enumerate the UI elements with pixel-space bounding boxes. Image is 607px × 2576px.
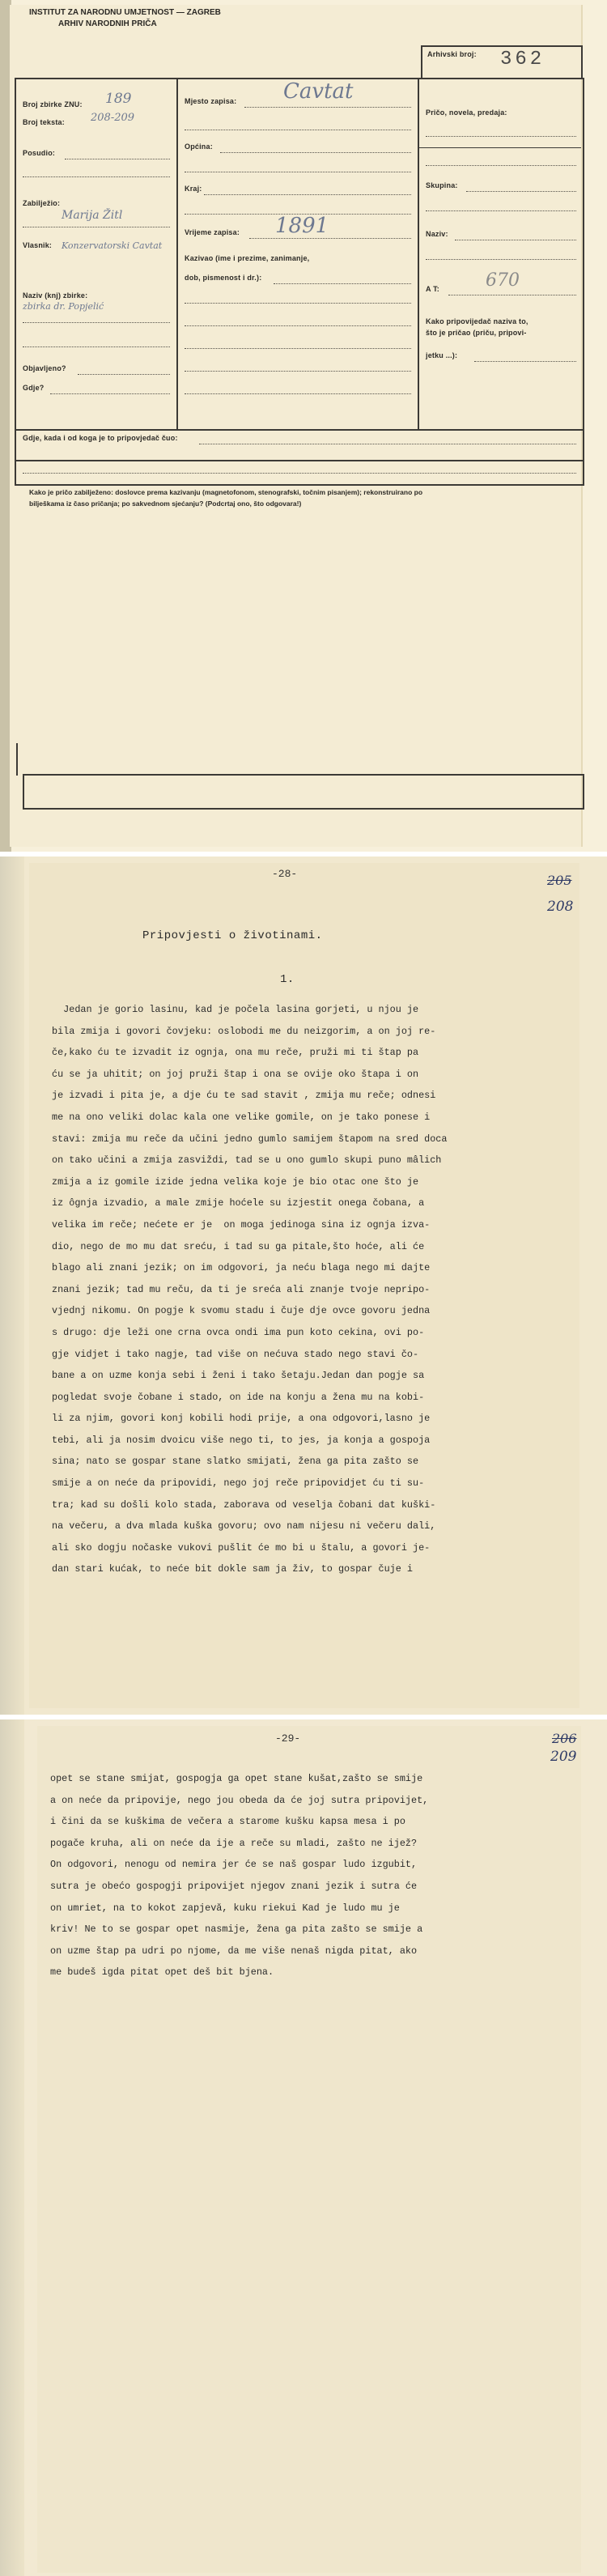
- typed-page-28: [0, 857, 607, 1715]
- recording-note-1: Kako je pričo zabilježeno: doslovce prema kazivanju (magnetofonom, stenografski, točnim pisanjem); rekonstruirano po: [29, 488, 423, 496]
- page-number: -28-: [272, 868, 298, 880]
- how-label-3: jetku ...):: [426, 351, 458, 359]
- text-line: je izvadi i pita je, a dje ću te sad stavit , zmija mu reče; odnesi: [52, 1090, 436, 1102]
- text-line: dio, nego de mo mu dat sreću, i tad su ga pitale,što hoće, ali će: [52, 1240, 425, 1252]
- page-edge: [0, 857, 24, 1715]
- archive-number-box: [421, 45, 583, 79]
- owner-label: Vlasnik:: [23, 241, 53, 249]
- text-line: bane a on uzme konja sebi i ženi i tako šetaju.Jedan dan pogje sa: [52, 1370, 425, 1382]
- text-line: smije a on neće da pripovidi, nego joj reče pripovidjet ću ti su-: [52, 1477, 425, 1490]
- old-folio-stamp: 205: [547, 873, 572, 888]
- text-line: tra; kad su došli kolo stada, zaborava od veselja čobani dat kuški-: [52, 1498, 436, 1511]
- story-title: Pripovjesti o životinami.: [142, 929, 323, 942]
- text-line: on tako učini a zmija zasviždi, tad se u ono gumlo skupi puno mâlich: [52, 1154, 442, 1167]
- form-page: [0, 0, 607, 852]
- zabiljezio-label: Zabilježio:: [23, 199, 61, 207]
- group-label: Skupina:: [426, 181, 458, 189]
- archive-number-value: 362: [500, 49, 545, 70]
- story-continuation-text: [50, 1768, 428, 1983]
- how-label-1: Kako pripovijedač naziva to,: [426, 317, 528, 325]
- record-time-label: Vrijeme zapisa:: [185, 228, 240, 236]
- how-label-2: što je pričao (priču, pripovi-: [426, 329, 527, 337]
- text-line: znani jezik; tad mu reču, da ti je sreća ali znanje tvoje nepripo-: [52, 1283, 431, 1295]
- story-type-label: Pričo, novela, predaja:: [426, 108, 507, 117]
- folio-stamp: 208: [547, 899, 574, 915]
- text-line: Jedan je gorio lasinu, kad je počela lasina gorjeti, u njou je: [52, 1004, 419, 1015]
- at-label: A T:: [426, 285, 439, 293]
- narrator-label-2: dob, pismenost i dr.):: [185, 274, 262, 282]
- text-line: bila zmija i govori čovjeku: oslobodi me du neizgorim, a on joj re-: [52, 1025, 436, 1037]
- page-number: -29-: [275, 1732, 301, 1745]
- text-line: opet se stane smijat, gospogja ga opet stane kušat,zašto se smije: [50, 1773, 423, 1784]
- story-text: [52, 999, 447, 1580]
- text-line: me na ono veliki dolac kala one velike gomile, on je tako ponese i: [52, 1111, 431, 1123]
- institute-title: INSTITUT ZA NARODNU UMJETNOST — ZAGREB: [29, 8, 221, 17]
- folio-stamp: 209: [550, 1749, 577, 1765]
- text-line: stavi: zmija mu reče da učini jedno gumlo samijem štapom na sred doca: [52, 1133, 448, 1145]
- text-line: tebi, ali ja nosim dvoicu više nego ti, to jes, ja konja a gospoja: [52, 1434, 431, 1446]
- posudio-label: Posudio:: [23, 149, 56, 157]
- text-line: me budeš igda pitat opet deš bit bjena.: [50, 1966, 274, 1979]
- text-line: sina; nato se gospar stane slatko smijati, žena ga pita zašto se: [52, 1456, 419, 1468]
- text-line: ali sko dogju nočaske vukovi pušlit će mo bi u štalu, a govori je-: [52, 1541, 431, 1554]
- text-line: pogledat svoje čobane i stado, on ide na konju a žena mu na kobi-: [52, 1391, 425, 1403]
- text-number-label: Broj teksta:: [23, 118, 65, 126]
- old-folio-stamp: 206: [552, 1731, 577, 1746]
- municipality-label: Općina:: [185, 142, 213, 151]
- place-label: Mjesto zapisa:: [185, 97, 237, 105]
- text-line: gje vidjet i tako nagje, tad više on nećuva stado nego stavi čo-: [52, 1348, 419, 1360]
- source-row-2: [15, 460, 584, 486]
- source-row: [15, 427, 584, 461]
- section-number: 1.: [280, 973, 295, 986]
- text-line: On odgovori, nenogu od nemira jer će se naš gospar ludo izgubit,: [50, 1859, 418, 1871]
- text-line: vjednj nikomu. On pogje k svomu stadu i čuje dje ovce govoru jedna: [52, 1305, 431, 1317]
- collection-name-label: Naziv (knj) zbirke:: [23, 291, 88, 300]
- text-line: kriv! Ne to se gospar opet nasmije, žena ga pita zašto se smije a: [50, 1923, 423, 1936]
- collection-number-label: Broj zbirke ZNU:: [23, 100, 83, 108]
- text-number-value: 208-209: [91, 112, 135, 124]
- text-line: dan stari kućak, to neće bit dokle sam ja živ, to gospar čuje i: [52, 1563, 413, 1575]
- archive-title: ARHIV NARODNIH PRIČA: [58, 19, 157, 28]
- typed-page-29: [0, 1719, 607, 2576]
- place-value: Cavtat: [283, 79, 354, 104]
- name-label: Naziv:: [426, 230, 448, 238]
- at-value: 670: [486, 270, 520, 291]
- text-line: on umriet, na to kokot zapjevă, kuku riekui Kad je ludo mu je: [50, 1902, 400, 1914]
- text-line: sutra je obećo gospogji pripovijet njegov znani jezik i sutra će: [50, 1880, 418, 1892]
- where-label: Gdje?: [23, 384, 45, 392]
- published-label: Objavljeno?: [23, 364, 66, 372]
- bottom-box: [23, 774, 584, 810]
- text-line: iz ôgnja izvadio, a male zmije hoćele su izjestit onega čobana, a: [52, 1197, 425, 1209]
- zabiljezio-value: Marija Žitl: [62, 209, 123, 222]
- collection-number-value: 189: [105, 91, 132, 107]
- page-edge: [0, 1719, 24, 2576]
- record-time-value: 1891: [275, 214, 329, 238]
- collection-name-value: zbirka dr. Popjelić: [23, 301, 104, 312]
- text-line: a on neće da pripovije, nego jou obeda da će joj sutra pripovijet,: [50, 1794, 429, 1806]
- text-line: i čini da se kuškima de večera a starome kušku kapsa mesa i po: [50, 1816, 405, 1828]
- narrator-label-1: Kazivao (ime i prezime, zanimanje,: [185, 254, 310, 262]
- text-line: na večeru, a dva mlada kuška govoru; ovo nam nijesu ni večeru dali,: [52, 1520, 436, 1532]
- archive-number-label: Arhivski broj:: [427, 50, 477, 58]
- source-label: Gdje, kada i od koga je to pripovjedač čuo:: [23, 434, 178, 442]
- region-label: Kraj:: [185, 185, 202, 193]
- text-line: s drugo: dje leži one crna ovca ondi ima pun koto cekina, ovi po-: [52, 1326, 425, 1338]
- form-frame: [15, 78, 584, 431]
- text-line: zmija a iz gomile izide jedna velika koje je bio otac one što je: [52, 1175, 419, 1188]
- text-line: on uzme štap pa udri po njome, da me više nenaš nigda pitat, ako: [50, 1945, 418, 1957]
- recording-note-2: bilješkama iz časo pričanja; po sakvednom sjećanju? (Podcrtaj ono, što odgovara!): [29, 499, 302, 508]
- text-line: li za njim, govori konj kobili hodi prije, a ona odgovori,lasno je: [52, 1413, 431, 1425]
- text-line: če,kako ću te izvadit iz ognja, ona mu reče, pruži mi ti štap pa: [52, 1047, 419, 1059]
- text-line: velika im reče; nećete er je on moga jedinoga sina iz ognja izva-: [52, 1218, 431, 1231]
- text-line: pogače kruha, ali on neće da ije a reče su mladi, zašto ne ijež?: [50, 1837, 418, 1849]
- text-line: blago ali znani jezik; on im odgovori, ja neću blaga nego mi dajte: [52, 1262, 431, 1274]
- text-line: ću se ja uhitit; on joj pruži štap i ona se ovije oko štapa i on: [52, 1068, 419, 1080]
- owner-value: Konzervatorski Cavtat: [62, 240, 163, 251]
